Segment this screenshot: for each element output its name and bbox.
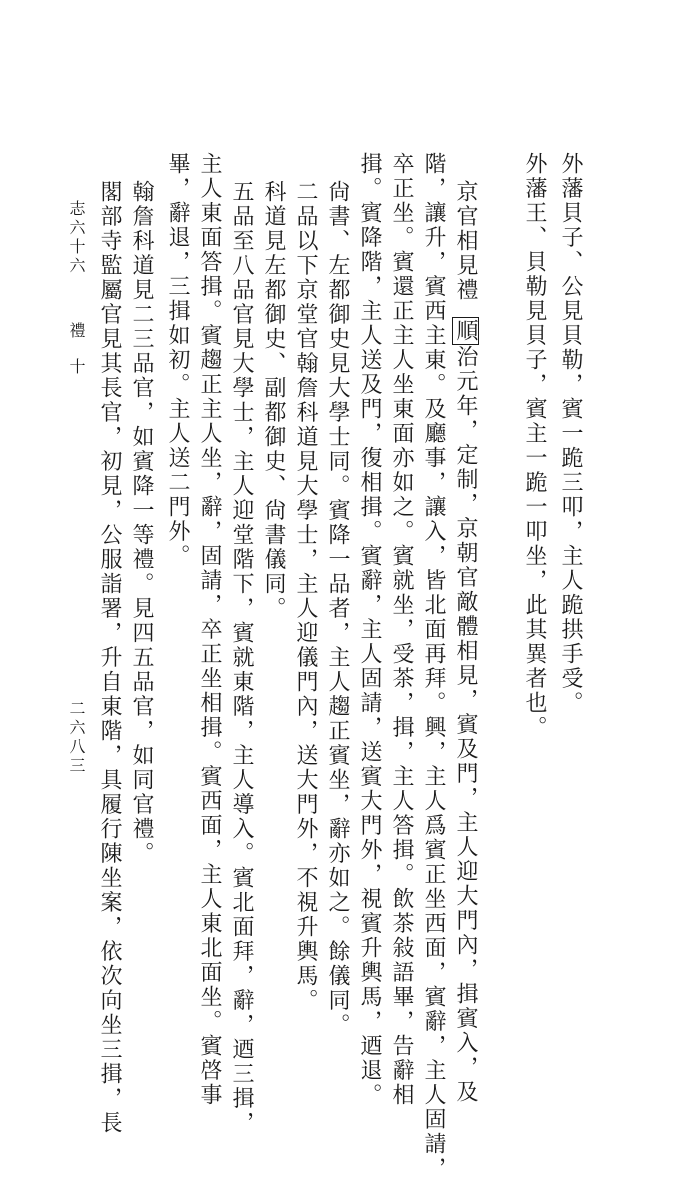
text-column-4: 階，讓升，賓西主東。及廳事，讓入，皆北面再拜。興，主人爲賓正坐西面，賓辭，主人固請， bbox=[421, 152, 446, 1181]
section-body-start: 治元年，定制，京朝官敵體相見，賓及門，主人迎大門內，揖賓入，及 bbox=[453, 345, 478, 1105]
text-column-1: 外藩貝子、公見貝勒，賓一跪三叩，主人跪拱手受。 bbox=[558, 152, 583, 716]
text-column-13: 翰詹科道見二三品官，如賓降一等禮。見四五品官，如同官禮。 bbox=[129, 180, 154, 866]
page-number: 二六八三 bbox=[67, 700, 86, 776]
text-column-7: 尙書、左都御史見大學士同。賓降一品者，主人趨正賓坐，辭亦如之。餘儀同。 bbox=[325, 180, 350, 1038]
section-heading: 京官相見禮 bbox=[453, 180, 478, 303]
text-column-10: 五品至八品官見大學士，主人迎堂階下，賓就東階，主人導入。賓北面拜，辭，迺三揖， bbox=[229, 180, 254, 1136]
text-column-3 bbox=[454, 180, 476, 1105]
text-column-8: 二品以下京堂官翰詹科道見大學士，主人迎儀門內，送大門外，不視升輿馬。 bbox=[293, 180, 318, 1013]
text-column-6: 揖。賓降階，主人送及門，復相揖。賓辭，主人固請，送賓大門外，視賓升輿馬，迺退。 bbox=[357, 152, 382, 1108]
text-column-9: 科道見左都御史、副都御史、尙書儀同。 bbox=[261, 180, 286, 621]
text-column-12: 畢，辭退，三揖如初。主人送二門外。 bbox=[165, 152, 190, 569]
text-column-2: 外藩王、貝勒見貝子，賓主一跪一叩坐，此其異者也。 bbox=[522, 152, 547, 740]
running-head-chapter: 志六十六 bbox=[67, 200, 86, 276]
text-column-11: 主人東面答揖。賓趨正主人坐，辭，固請，卒正坐相揖。賓西面，主人東北面坐。賓啓事 bbox=[197, 152, 222, 1108]
running-head-section: 禮十 bbox=[67, 322, 86, 394]
text-column-5: 卒正坐。賓還正主人坐東面亦如之。賓就坐，受茶，揖，主人答揖。飲茶敍語畢，告辭相 bbox=[389, 152, 414, 1108]
text-column-14: 閣部寺監屬官見其長官，初見，公服詣署，升自東階，具履行陳坐案，依次向坐三揖，長 bbox=[97, 180, 122, 1136]
era-name-box: 順 bbox=[453, 318, 478, 343]
